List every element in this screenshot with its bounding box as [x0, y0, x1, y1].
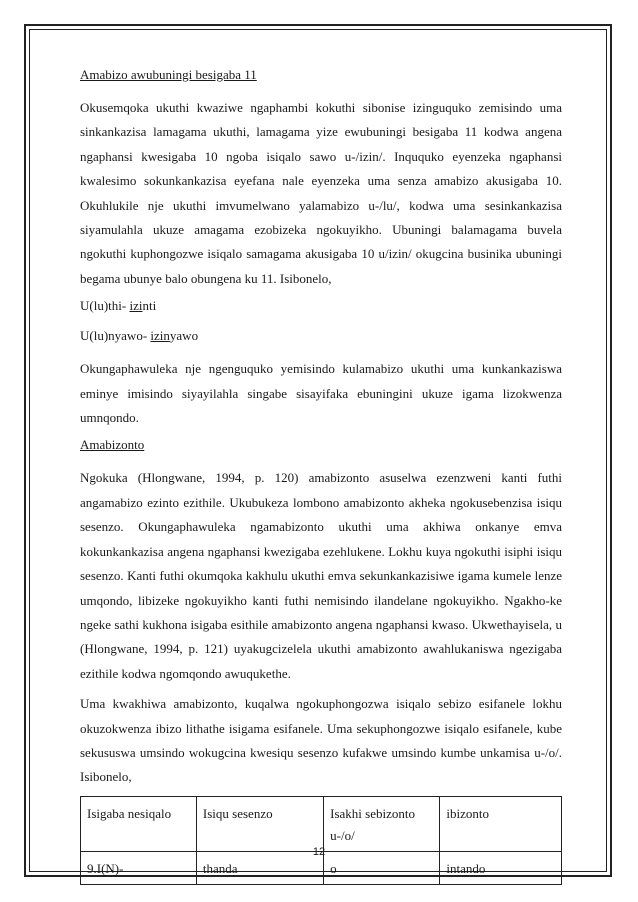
- example-1: [80, 297, 562, 315]
- example-2-underlined: izin: [150, 328, 170, 344]
- table-header-cell: Isigaba nesiqalo: [81, 796, 197, 851]
- example-2-prefix: U(lu)nyawo-: [80, 328, 151, 344]
- example-1-underlined: izi: [129, 298, 143, 314]
- paragraph-amabizonto-1: Ngokuka (Hlongwane, 1994, p. 120) amabizonto asuselwa ezenzweni kanti futhi angamabizo ezinto ezithile. Ukubukeza lombono amabizonto akheka ngokusebenzisa isiqu sesenzo. Okungaphawuleka ngamabizonto ukuthi uma akhiwa onkanye emva kokunkankazisa angena ngaphansi kwezigaba ezehlukene. Lokhu kuya ngokuthi isiphi isiqu sesenzo. Kanti futhi okumqoka kakhulu ukuthi emva sekunkankazisiwe igama kumele lenze umqondo, libizeke ngokuyikho kanti futhi nemisindo ilandelane ngokuyikho. Ngakho-ke ngeke sathi kukhona isigaba esithile amabizonto angena ngaphansi kwaso. Ukwethayisela, u (Hlongwane, 1994, p. 121) uyakugcizelela ukuthi amabizonto awahlukaniswa ngezigaba ezithile kodwa ngomqondo awuqukethe.: [80, 470, 562, 681]
- table-header-cell: ibizonto: [440, 796, 562, 851]
- table-header-cell: Isiqu sesenzo: [196, 796, 323, 851]
- example-2-rest: yawo: [169, 328, 199, 344]
- paragraph-observation: Okungaphawuleka nje ngenguquko yemisindo kulamabizo ukuthi uma kunkankaziswa eminye imisindo siyayilahla singabe sisayifaka ebuningini ukuze igama lizokwenza umnqondo.: [80, 361, 562, 426]
- example-1-prefix: U(lu)thi-: [80, 298, 130, 314]
- page-content: [80, 66, 562, 885]
- table-cell: 9.I(N)-: [81, 851, 197, 884]
- page-number: 12: [312, 846, 326, 858]
- table-header-cell: Isakhi sebizonto u-/o/: [324, 796, 440, 851]
- paragraph-amabizonto-2: Uma kwakhiwa amabizonto, kuqalwa ngokuphongozwa isiqalo sebizo esifanele lokhu okuzokwenza ibizo lithathe isigama esifanele. Uma sekuphongozwe isiqalo esifanele, kube sekususwa umsindo wokugcina kwesiqu sesenzo kufakwe umsindo kumbe unkamisa u-/o/. Isibonelo,: [80, 696, 562, 785]
- paragraph-plurals: Okusemqoka ukuthi kwaziwe ngaphambi kokuthi sibonise izinguquko zemisindo uma sinkankazisa lamagama ukuthi, lamagama yize ewubuningi besigaba 11 kodwa angena ngaphansi kwesigaba 10 ngoba isiqalo sawo u-/izin/. Inququko eyenzeka ngaphansi kwalesimo sokunkankazisa eyefana nale eyenzeka uma senza amabizo akusigaba 10. Okuhlukile nje ukuthi imvumelwano yalamabizo u-/lu/, kodwa uma sesinkankazisa siyamulahla ukuze amagama ezobizeka ngokuyikho. Ubuningi balamagama buvela ngokuthi kuphongozwe isiqalo samagama akusigaba 10 u/izin/ okugcina businika ubuningi begama ubunye balo obungena ku 11. Isibonelo,: [80, 100, 562, 286]
- table-header-row: [81, 796, 562, 851]
- example-2: [80, 327, 562, 345]
- section-heading-plurals: Amabizo awubuningi besigaba 11: [80, 67, 257, 82]
- table-cell: intando: [440, 851, 562, 884]
- example-1-rest: nti: [142, 298, 157, 314]
- table-cell: o: [324, 851, 440, 884]
- section-heading-amabizonto: Amabizonto: [80, 437, 145, 453]
- table-cell: thanda: [196, 851, 323, 884]
- example-table: [80, 796, 562, 885]
